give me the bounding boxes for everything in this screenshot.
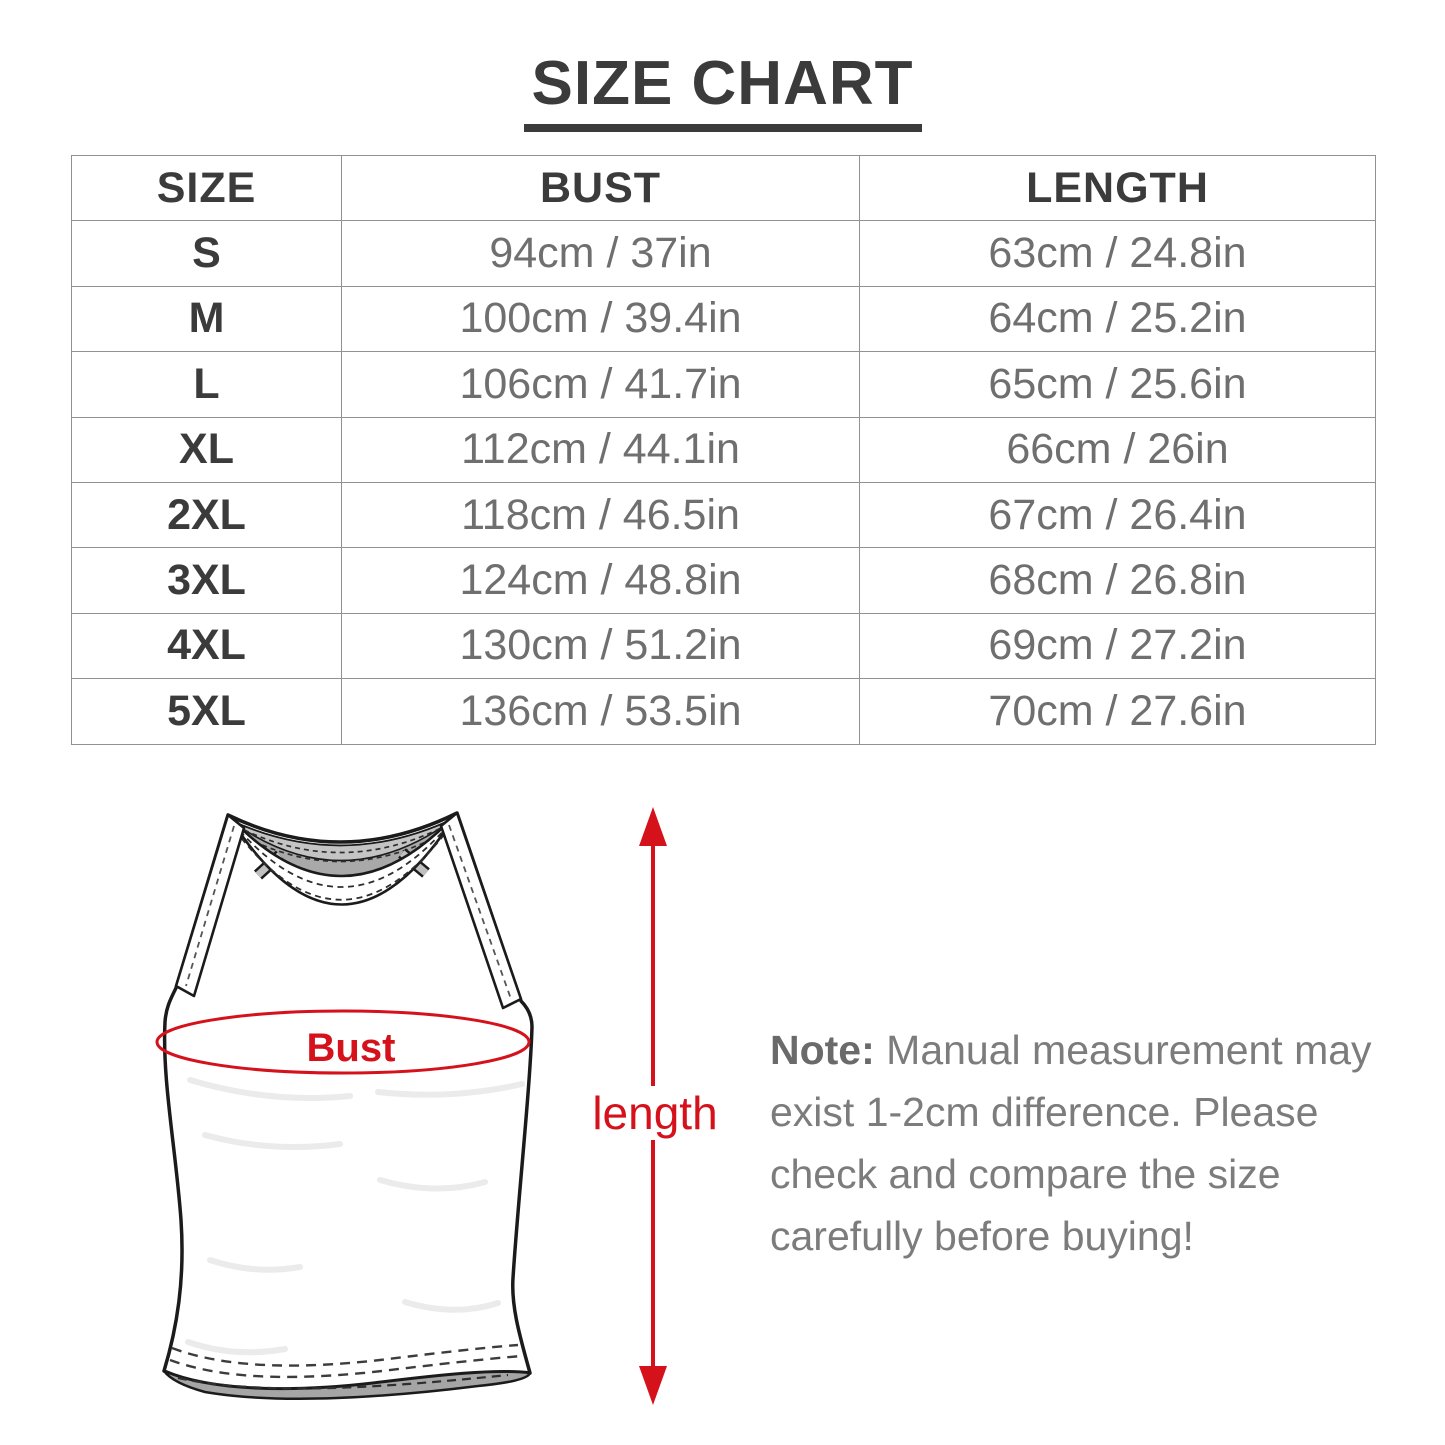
bust-cell: 100cm / 39.4in [342, 286, 860, 351]
length-cell: 65cm / 25.6in [860, 352, 1376, 417]
bust-cell: 106cm / 41.7in [342, 352, 860, 417]
note-text [770, 1019, 1410, 1267]
note-label: Note: [770, 1027, 875, 1073]
length-label-wrap [575, 1086, 735, 1140]
length-cell: 64cm / 25.2in [860, 286, 1376, 351]
table-row [72, 352, 1376, 417]
bust-cell: 112cm / 44.1in [342, 417, 860, 482]
length-cell: 70cm / 27.6in [860, 679, 1376, 744]
length-cell: 68cm / 26.8in [860, 548, 1376, 613]
size-cell: M [72, 286, 342, 351]
table-row [72, 679, 1376, 744]
size-cell: L [72, 352, 342, 417]
header-bust: BUST [342, 156, 860, 221]
table-row [72, 482, 1376, 547]
table-row [72, 613, 1376, 678]
length-cell: 67cm / 26.4in [860, 482, 1376, 547]
bust-cell: 94cm / 37in [342, 221, 860, 286]
size-chart-table [71, 155, 1376, 745]
bust-cell: 136cm / 53.5in [342, 679, 860, 744]
page-title-row [0, 48, 1445, 132]
bust-cell: 124cm / 48.8in [342, 548, 860, 613]
arrow-head-up [639, 807, 667, 846]
length-cell: 63cm / 24.8in [860, 221, 1376, 286]
table-row [72, 548, 1376, 613]
arrow-head-down [639, 1366, 667, 1405]
page-title: SIZE CHART [524, 48, 922, 132]
table-row [72, 221, 1376, 286]
length-cell: 66cm / 26in [860, 417, 1376, 482]
size-cell: S [72, 221, 342, 286]
note-body: Manual measurement may exist 1-2cm difference. Please check and compare the size carefully before buying! [770, 1027, 1372, 1259]
length-label: length [586, 1086, 723, 1140]
header-length: LENGTH [860, 156, 1376, 221]
table-row [72, 286, 1376, 351]
size-cell: XL [72, 417, 342, 482]
size-cell: 5XL [72, 679, 342, 744]
table-header-row [72, 156, 1376, 221]
size-cell: 2XL [72, 482, 342, 547]
table-row [72, 417, 1376, 482]
bust-cell: 130cm / 51.2in [342, 613, 860, 678]
size-cell: 4XL [72, 613, 342, 678]
bust-label: Bust [306, 1026, 396, 1070]
header-size: SIZE [72, 156, 342, 221]
length-cell: 69cm / 27.2in [860, 613, 1376, 678]
bust-cell: 118cm / 46.5in [342, 482, 860, 547]
size-cell: 3XL [72, 548, 342, 613]
